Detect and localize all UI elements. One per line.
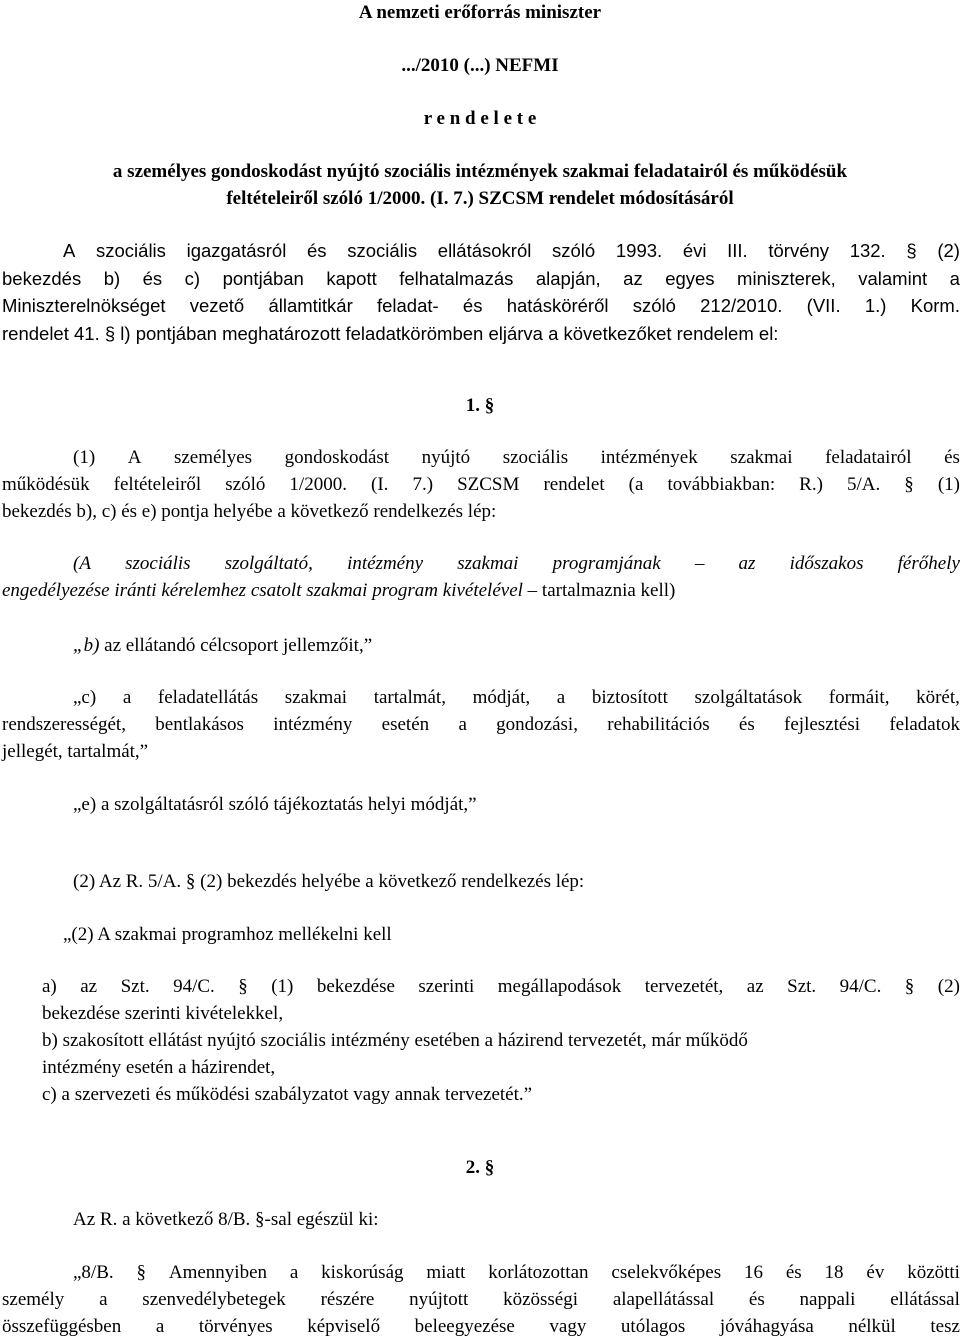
word: módját, bbox=[472, 687, 531, 708]
preamble-line-2 bbox=[2, 266, 960, 292]
word: bekezdése bbox=[316, 976, 395, 997]
word: felhatalmazás bbox=[399, 268, 514, 289]
word: (I. bbox=[371, 474, 389, 495]
word: feladatok bbox=[889, 714, 960, 735]
word: gondoskodást bbox=[284, 447, 390, 468]
word: bekezdés bbox=[2, 268, 82, 289]
s1-point-cc: c) a szervezeti és működési szabályzatot vagy annak tervezetét.” bbox=[42, 1084, 533, 1105]
word: rehabilitációs bbox=[607, 714, 710, 735]
preamble-line-4: rendelet 41. § l) pontjában meghatározott feladatkörömben eljárva a következőket rendelem el: bbox=[2, 323, 779, 344]
word: miniszterek, bbox=[737, 268, 836, 289]
word: esetén bbox=[381, 714, 430, 735]
decree-number: .../2010 (...) NEFMI bbox=[401, 55, 559, 76]
word: és bbox=[142, 268, 163, 289]
word: nyújtott bbox=[409, 1289, 469, 1310]
word: feltételeiről bbox=[113, 474, 202, 495]
word: tartalmát, bbox=[373, 687, 446, 708]
word: Szt. bbox=[787, 976, 817, 997]
word: személyes bbox=[173, 447, 253, 468]
word: szolgáltató, bbox=[224, 553, 313, 574]
s1-point-c-line-2 bbox=[2, 712, 960, 738]
word: a bbox=[949, 268, 960, 289]
word: szakmai bbox=[457, 553, 519, 574]
s1-point-a-line-1 bbox=[42, 974, 960, 1000]
word: az bbox=[746, 976, 764, 997]
word: biztosított bbox=[591, 687, 668, 708]
word: (1) bbox=[937, 474, 960, 495]
word: nappali bbox=[799, 1289, 856, 1310]
word: ellátásokról bbox=[437, 240, 532, 261]
word: utólagos bbox=[620, 1316, 686, 1337]
word: (1) bbox=[271, 976, 294, 997]
s1-point-c-line-3: jellegét, tartalmát,” bbox=[2, 741, 149, 762]
word: és bbox=[462, 295, 483, 316]
word: és bbox=[307, 240, 327, 261]
word: összefüggésben bbox=[2, 1316, 122, 1337]
word: körét, bbox=[916, 687, 960, 708]
s2-line-1 bbox=[73, 1260, 960, 1286]
word: valamint bbox=[858, 268, 928, 289]
s1-quote-line-1 bbox=[73, 551, 960, 577]
word: Szt. bbox=[120, 976, 150, 997]
word: törvényes bbox=[198, 1316, 273, 1337]
word: miatt bbox=[426, 1262, 466, 1283]
word: és bbox=[944, 447, 960, 468]
word: férőhely bbox=[897, 553, 960, 574]
s1-para1-line-1 bbox=[73, 445, 960, 471]
word: formáit, bbox=[828, 687, 890, 708]
word: (2) bbox=[937, 240, 960, 261]
word: a bbox=[289, 1262, 299, 1283]
word: hatásköréről bbox=[506, 295, 609, 316]
word: jóváhagyása bbox=[719, 1316, 814, 1337]
word: év bbox=[866, 1262, 885, 1283]
word: (2) bbox=[937, 976, 960, 997]
s1-point-bb-line-2: intézmény esetén a házirendet, bbox=[42, 1057, 276, 1078]
decree-subject-line-2: feltételeiről szóló 1/2000. (I. 7.) SZCSM rendelet módosításáról bbox=[226, 188, 734, 209]
s1-quote-line-2 bbox=[2, 578, 960, 604]
word: rendszerességét, bbox=[2, 714, 126, 735]
word: szociális bbox=[347, 240, 418, 261]
word: szociális bbox=[125, 553, 191, 574]
word: Amennyiben bbox=[168, 1262, 268, 1283]
s1-point-b bbox=[73, 633, 960, 659]
s1-point-a-line-2: bekezdése szerinti kivételekkel, bbox=[42, 1003, 284, 1024]
word: közösségi bbox=[503, 1289, 579, 1310]
word: szakmai bbox=[284, 687, 348, 708]
word: szociális bbox=[96, 240, 166, 261]
word: kapott bbox=[326, 268, 377, 289]
word: szerinti bbox=[418, 976, 475, 997]
word: nélkül bbox=[848, 1316, 896, 1337]
word: „8/B. bbox=[73, 1262, 114, 1283]
word: 1/2000. bbox=[289, 474, 347, 495]
word: (A bbox=[73, 553, 91, 574]
word: alapján, bbox=[535, 268, 601, 289]
s2-intro: Az R. a következő 8/B. §-sal egészül ki: bbox=[73, 1209, 379, 1230]
word: vezető bbox=[189, 295, 245, 316]
word: vagy bbox=[549, 1316, 587, 1337]
quote-italic-part: engedélyezése iránti kérelemhez csatolt szakmai program kivételével bbox=[2, 580, 523, 601]
word: (VII. bbox=[806, 295, 841, 316]
word: feladatairól bbox=[825, 447, 912, 468]
s1-point-e: „e) a szolgáltatásról szóló tájékoztatás helyi módját,” bbox=[73, 794, 477, 815]
word: A bbox=[63, 240, 76, 261]
word: szociális bbox=[502, 447, 569, 468]
s1-point-bb-line-1: b) szakosított ellátást nyújtó szociális intézmény esetében a házirend tervezetét, már működő bbox=[42, 1030, 748, 1051]
word: szóló bbox=[552, 240, 596, 261]
word: fejlesztési bbox=[784, 714, 861, 735]
word: részére bbox=[320, 1289, 375, 1310]
word: 132. bbox=[849, 240, 886, 261]
word: § bbox=[238, 976, 248, 997]
word: az bbox=[738, 553, 756, 574]
word: SZCSM bbox=[457, 474, 520, 495]
word: tesz bbox=[930, 1316, 960, 1337]
word: programjának bbox=[552, 553, 661, 574]
word: az bbox=[623, 268, 643, 289]
word: a bbox=[122, 687, 132, 708]
word: b) bbox=[103, 268, 121, 289]
word: 94/C. bbox=[173, 976, 215, 997]
word: R.) bbox=[799, 474, 823, 495]
word: és bbox=[738, 714, 755, 735]
word: évi bbox=[682, 240, 707, 261]
word: képviselő bbox=[307, 1316, 381, 1337]
word: III. bbox=[727, 240, 748, 261]
word: (1) bbox=[73, 447, 96, 468]
word: beleegyezése bbox=[414, 1316, 515, 1337]
word: Miniszterelnökséget bbox=[2, 295, 166, 316]
word: megállapodások bbox=[497, 976, 622, 997]
word: a bbox=[458, 714, 467, 735]
preamble-line-3 bbox=[2, 293, 960, 319]
word: alapellátással bbox=[612, 1289, 715, 1310]
word: igazgatásról bbox=[186, 240, 287, 261]
word: 1993. bbox=[615, 240, 663, 261]
s1-point-c-line-1 bbox=[73, 685, 960, 711]
word: 18 bbox=[824, 1262, 844, 1283]
word: személy bbox=[2, 1289, 65, 1310]
word: c) bbox=[184, 268, 201, 289]
word: korlátozottan bbox=[488, 1262, 589, 1283]
word: § bbox=[904, 474, 914, 495]
decree-subject-line-1: a személyes gondoskodást nyújtó szociális intézmények szakmai feladatairól és működésük bbox=[112, 161, 848, 182]
word: – bbox=[694, 553, 705, 574]
word: intézmény bbox=[273, 714, 353, 735]
word: a bbox=[556, 687, 566, 708]
section-1-heading: 1. § bbox=[465, 395, 495, 416]
issuer: A nemzeti erőforrás miniszter bbox=[358, 2, 602, 23]
word: 7.) bbox=[412, 474, 434, 495]
word: ellátással bbox=[890, 1289, 960, 1310]
word: intézmény bbox=[347, 553, 424, 574]
word: Korm. bbox=[910, 295, 960, 316]
word: „c) bbox=[73, 687, 97, 708]
word: rendelet bbox=[543, 474, 605, 495]
word: és bbox=[785, 1262, 802, 1283]
word: a) bbox=[42, 976, 57, 997]
word: bentlakásos bbox=[155, 714, 244, 735]
word: cselekvőképes bbox=[611, 1262, 722, 1283]
quote-plain-part: – tartalmaznia kell) bbox=[522, 580, 676, 601]
word: 94/C. bbox=[839, 976, 882, 997]
s2-line-3 bbox=[2, 1314, 960, 1340]
preamble-line-1 bbox=[63, 238, 960, 264]
word: működésük bbox=[2, 474, 90, 495]
s1-para2-quote: „(2) A szakmai programhoz mellékelni kell bbox=[63, 924, 392, 945]
word: 16 bbox=[743, 1262, 763, 1283]
s1-para1-line-2 bbox=[2, 472, 960, 498]
word: a bbox=[155, 1316, 165, 1337]
word: pontjában bbox=[222, 268, 304, 289]
word: feladatellátás bbox=[157, 687, 259, 708]
word: szóló bbox=[632, 295, 676, 316]
word: továbbiakban: bbox=[667, 474, 776, 495]
word: 212/2010. bbox=[700, 295, 783, 316]
word: feladat- bbox=[376, 295, 439, 316]
word: § bbox=[136, 1262, 146, 1283]
word: szolgáltatások bbox=[694, 687, 803, 708]
word: (a bbox=[628, 474, 644, 495]
word: szenvedélybetegek bbox=[142, 1289, 286, 1310]
s1-para2: (2) Az R. 5/A. § (2) bekezdés helyébe a következő rendelkezés lép: bbox=[73, 871, 585, 892]
point-b-mark: „b) bbox=[73, 635, 100, 656]
word: § bbox=[904, 976, 915, 997]
word: időszakos bbox=[789, 553, 864, 574]
word: szóló bbox=[225, 474, 266, 495]
word: A bbox=[127, 447, 142, 468]
word: és bbox=[748, 1289, 765, 1310]
s1-para1-line-3: bekezdés b), c) és e) pontja helyébe a következő rendelkezés lép: bbox=[2, 501, 497, 522]
section-2-heading: 2. § bbox=[465, 1157, 495, 1178]
word: 1.) bbox=[864, 295, 887, 316]
word: közötti bbox=[907, 1262, 960, 1283]
word: egyes bbox=[665, 268, 715, 289]
point-b-text: az ellátandó célcsoport jellemzőit,” bbox=[99, 635, 373, 656]
word: gondozási, bbox=[496, 714, 578, 735]
word: § bbox=[906, 240, 917, 261]
word: az bbox=[80, 976, 98, 997]
s2-line-2 bbox=[2, 1287, 960, 1313]
decree-kind: r e n d e l e t e bbox=[423, 108, 537, 129]
word: a bbox=[99, 1289, 108, 1310]
word: nyújtó bbox=[421, 447, 471, 468]
word: tervezetét, bbox=[644, 976, 724, 997]
word: 5/A. bbox=[846, 474, 881, 495]
word: államtitkár bbox=[268, 295, 353, 316]
word: intézmények bbox=[600, 447, 698, 468]
word: kiskorúság bbox=[321, 1262, 404, 1283]
word: szakmai bbox=[730, 447, 793, 468]
word: törvény bbox=[768, 240, 830, 261]
